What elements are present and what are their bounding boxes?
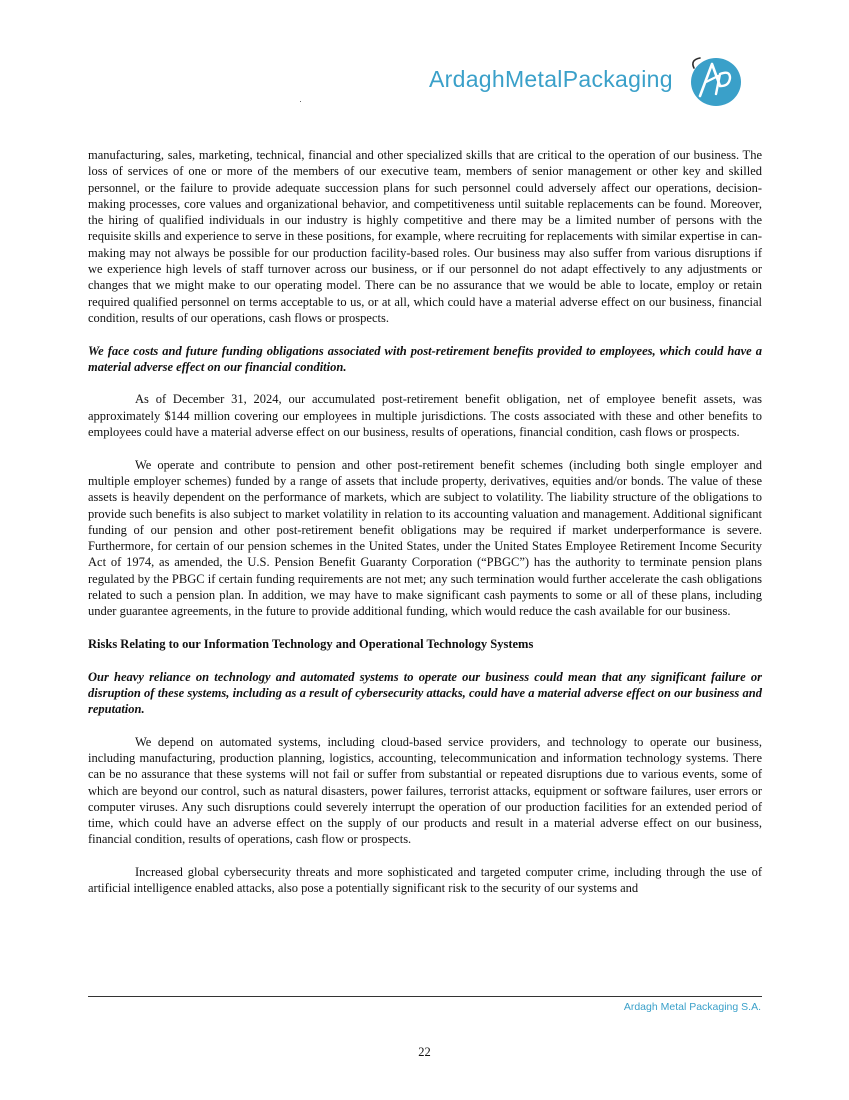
paragraph: manufacturing, sales, marketing, technical, financial and other specialized skills that are critical to the operation of our business. The loss of services of one or more of the members of our executive team, members of senior management or other key and skilled personnel, or the failure to provide adequate succession plans for such personnel could adversely affect our operations, decision-making processes, core values and organizational behavior, and competitiveness until suitable replacements can be found. Moreover, the hiring of qualified individuals in our industry is highly competitive and there may be a limited number of persons with the requisite skills and experience to serve in these positions, for example, where recruiting for replacements with similar expertise in can-making may not always be possible for our production facility-based roles. Our business may also suffer from various disruptions if we experience high levels of staff turnover across our business, or if our personnel do not adapt effectively to any adjustments or changes that we might make to our operating model. There can be no assurance that we would be able to locate, employ or retain required qualified personnel on terms acceptable to us, or at all, which could have a material adverse effect on our business, financial condition, results of our operations, cash flows or prospects. — [88, 148, 762, 325]
paragraph: As of December 31, 2024, our accumulated post-retirement benefit obligation, net of employee benefit assets, was approximately $144 million covering our employees in multiple jurisdictions. The costs associated with these and other benefits to employees could have a material adverse effect on our business, results of operations, financial condition, cash flows or prospects. — [88, 392, 762, 440]
footer-company-name: Ardagh Metal Packaging S.A. — [623, 1001, 761, 1013]
decorative-dot — [300, 101, 301, 102]
company-logo — [429, 56, 744, 108]
paragraph: Increased global cybersecurity threats and more sophisticated and targeted computer crime, including through the use of artificial intelligence enabled attacks, also pose a potentially significant risk to the security of our systems and — [88, 865, 762, 896]
page-number: 22 — [418, 1045, 431, 1059]
section-heading: Risks Relating to our Information Technology and Operational Technology Systems — [88, 636, 534, 651]
paragraph: We depend on automated systems, including cloud-based service providers, and technology to operate our business, including manufacturing, production planning, logistics, accounting, telecommunication and information technology systems. There can be no assurance that these systems will not fail or suffer from substantial or repeated disruptions due to various events, some of which are beyond our control, such as natural disasters, power failures, terrorist attacks, equipment or software failures, user errors or computer viruses. Any such disruptions could severely interrupt the operation of our production facilities for an extended period of time, which could have an adverse effect on the supply of our products and result in a material adverse effect on our business, financial condition, results of operations, cash flow or prospects. — [88, 734, 762, 847]
risk-factor-heading: Our heavy reliance on technology and automated systems to operate our business could mean that any significant failure or disruption of these systems, including as a result of cybersecurity attacks, could have a material adverse effect on our business and reputation. — [88, 669, 762, 717]
page-body — [88, 147, 762, 913]
paragraph: We operate and contribute to pension and other post-retirement benefit schemes (including both single employer and multiple employer schemes) funded by a range of assets that include property, derivatives, equities and/or bonds. The value of these assets is heavily dependent on the performance of markets, which are subject to volatility. The liability structure of the obligations to provide such benefits is also subject to market volatility in relation to its accounting valuation and management. Additional significant funding of our pension and other post-retirement benefit obligations may be required if market underperformance is severe. Furthermore, for certain of our pension schemes in the United States, under the United States Employee Retirement Income Security Act of 1974, as amended, the U.S. Pension Benefit Guaranty Corporation (“PBGC”) has the authority to terminate pension plans regulated by the PBGC if certain funding requirements are not met; any such termination would further accelerate the cash obligations related to such a pension plan. In addition, we may have to make significant cash payments to some or all of these plans, including under guarantee agreements, in the future to provide additional funding, which would reduce the cash available for our business. — [88, 457, 762, 619]
amp-logo-icon — [686, 56, 742, 108]
footer-divider — [88, 996, 762, 997]
logo-wordmark: ArdaghMetalPackaging — [429, 66, 673, 92]
risk-factor-heading: We face costs and future funding obligations associated with post-retirement benefits provided to employees, which could have a material adverse effect on our financial condition. — [88, 343, 762, 374]
